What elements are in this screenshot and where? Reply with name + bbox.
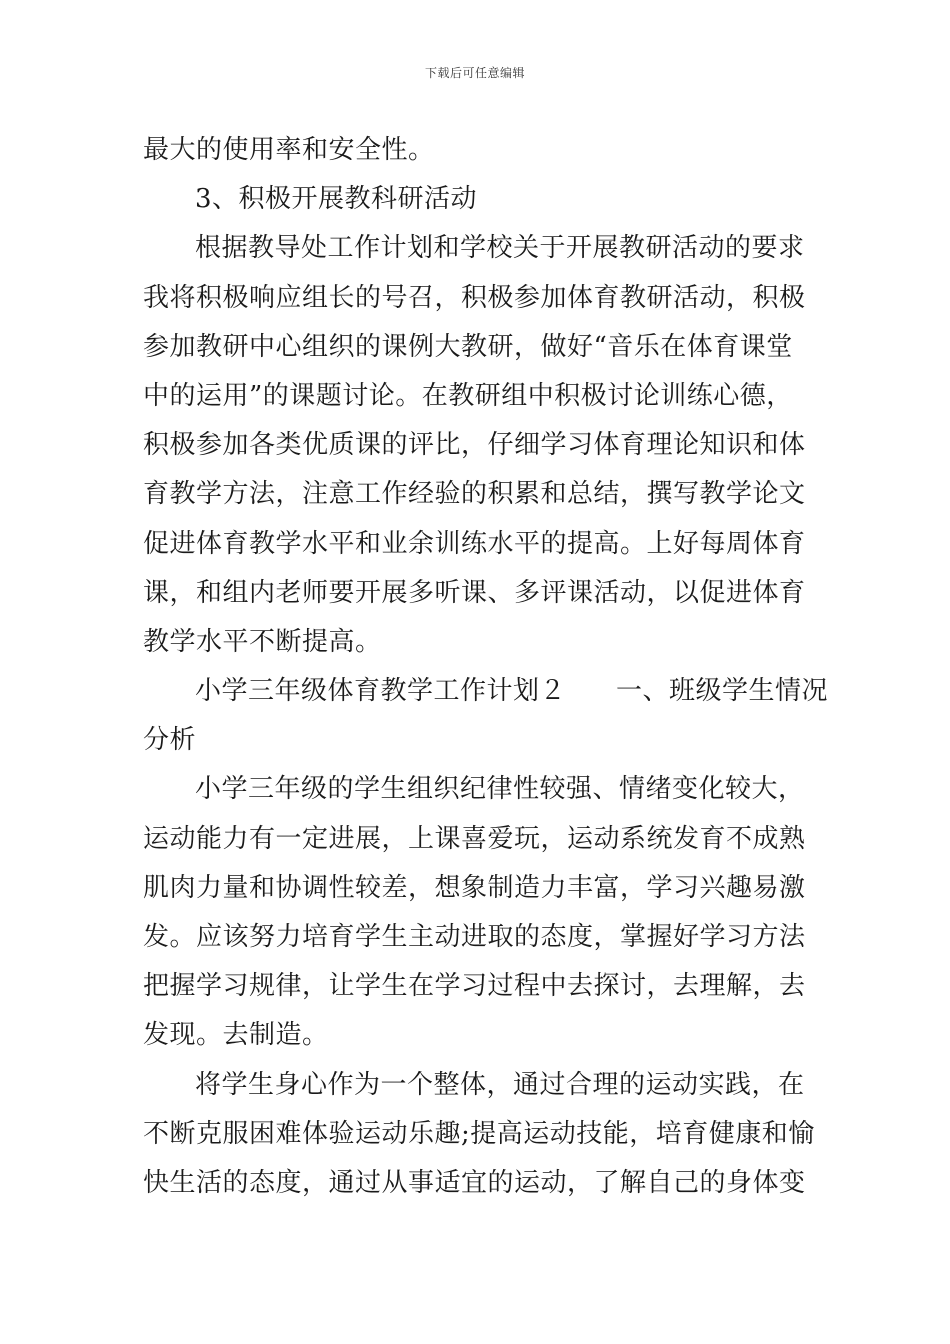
text-line: 小学三年级的学生组织纪律性较强、情绪变化较大，	[195, 774, 805, 805]
text-line: 把握学习规律，让学生在学习过程中去探讨，去理解，去	[143, 971, 806, 1002]
text-line: 分析	[143, 725, 197, 756]
text-line: 将学生身心作为一个整体，通过合理的运动实践，在	[195, 1069, 805, 1100]
text-line: 课，和组内老师要开展多听课、多评课活动，以促进体育	[143, 577, 806, 608]
text-line: 发。应该努力培育学生主动进取的态度，掌握好学习方法	[143, 922, 806, 952]
text-line: 不断克服困难体验运动乐趣;提高运动技能，培育健康和愉	[143, 1118, 815, 1149]
text-line: 快生活的态度，通过从事适宜的运动，了解自己的身体变	[143, 1167, 806, 1198]
section-heading: 3、积极开展教科研活动	[195, 184, 478, 215]
text-line: 运动能力有一定进展，上课喜爱玩，运动系统发育不成熟	[143, 823, 806, 854]
text-line: 参加教研中心组织的课例大教研，做好“音乐在体育课堂	[143, 331, 793, 362]
text-line: 根据教导处工作计划和学校关于开展教研活动的要求	[195, 233, 805, 264]
text-line: 发现。去制造。	[143, 1020, 329, 1051]
text-line: 促进体育教学水平和业余训练水平的提高。上好每周体育	[143, 528, 806, 559]
text-line: 育教学方法，注意工作经验的积累和总结，撰写教学论文	[143, 479, 806, 510]
document-title-line	[143, 667, 829, 716]
document-body	[143, 126, 829, 1208]
text-line: 肌肉力量和协调性较差，想象制造力丰富，学习兴趣易激	[143, 872, 806, 903]
text-line: 积极参加各类优质课的评比，仔细学习体育理论知识和体	[143, 430, 806, 461]
text-line: 中的运用”的课题讨论。在教研组中积极讨论训练心德，	[143, 380, 793, 411]
text-line: 我将积极响应组长的号召，积极参加体育教研活动，积极	[143, 282, 806, 313]
page-header: 下载后可任意编辑	[424, 66, 525, 80]
text-line: 最大的使用率和安全性。	[143, 135, 435, 165]
document-title: 小学三年级体育教学工作计划２	[195, 676, 567, 707]
section-heading: 一、班级学生情况	[616, 676, 829, 707]
text-line: 教学水平不断提高。	[143, 626, 382, 657]
